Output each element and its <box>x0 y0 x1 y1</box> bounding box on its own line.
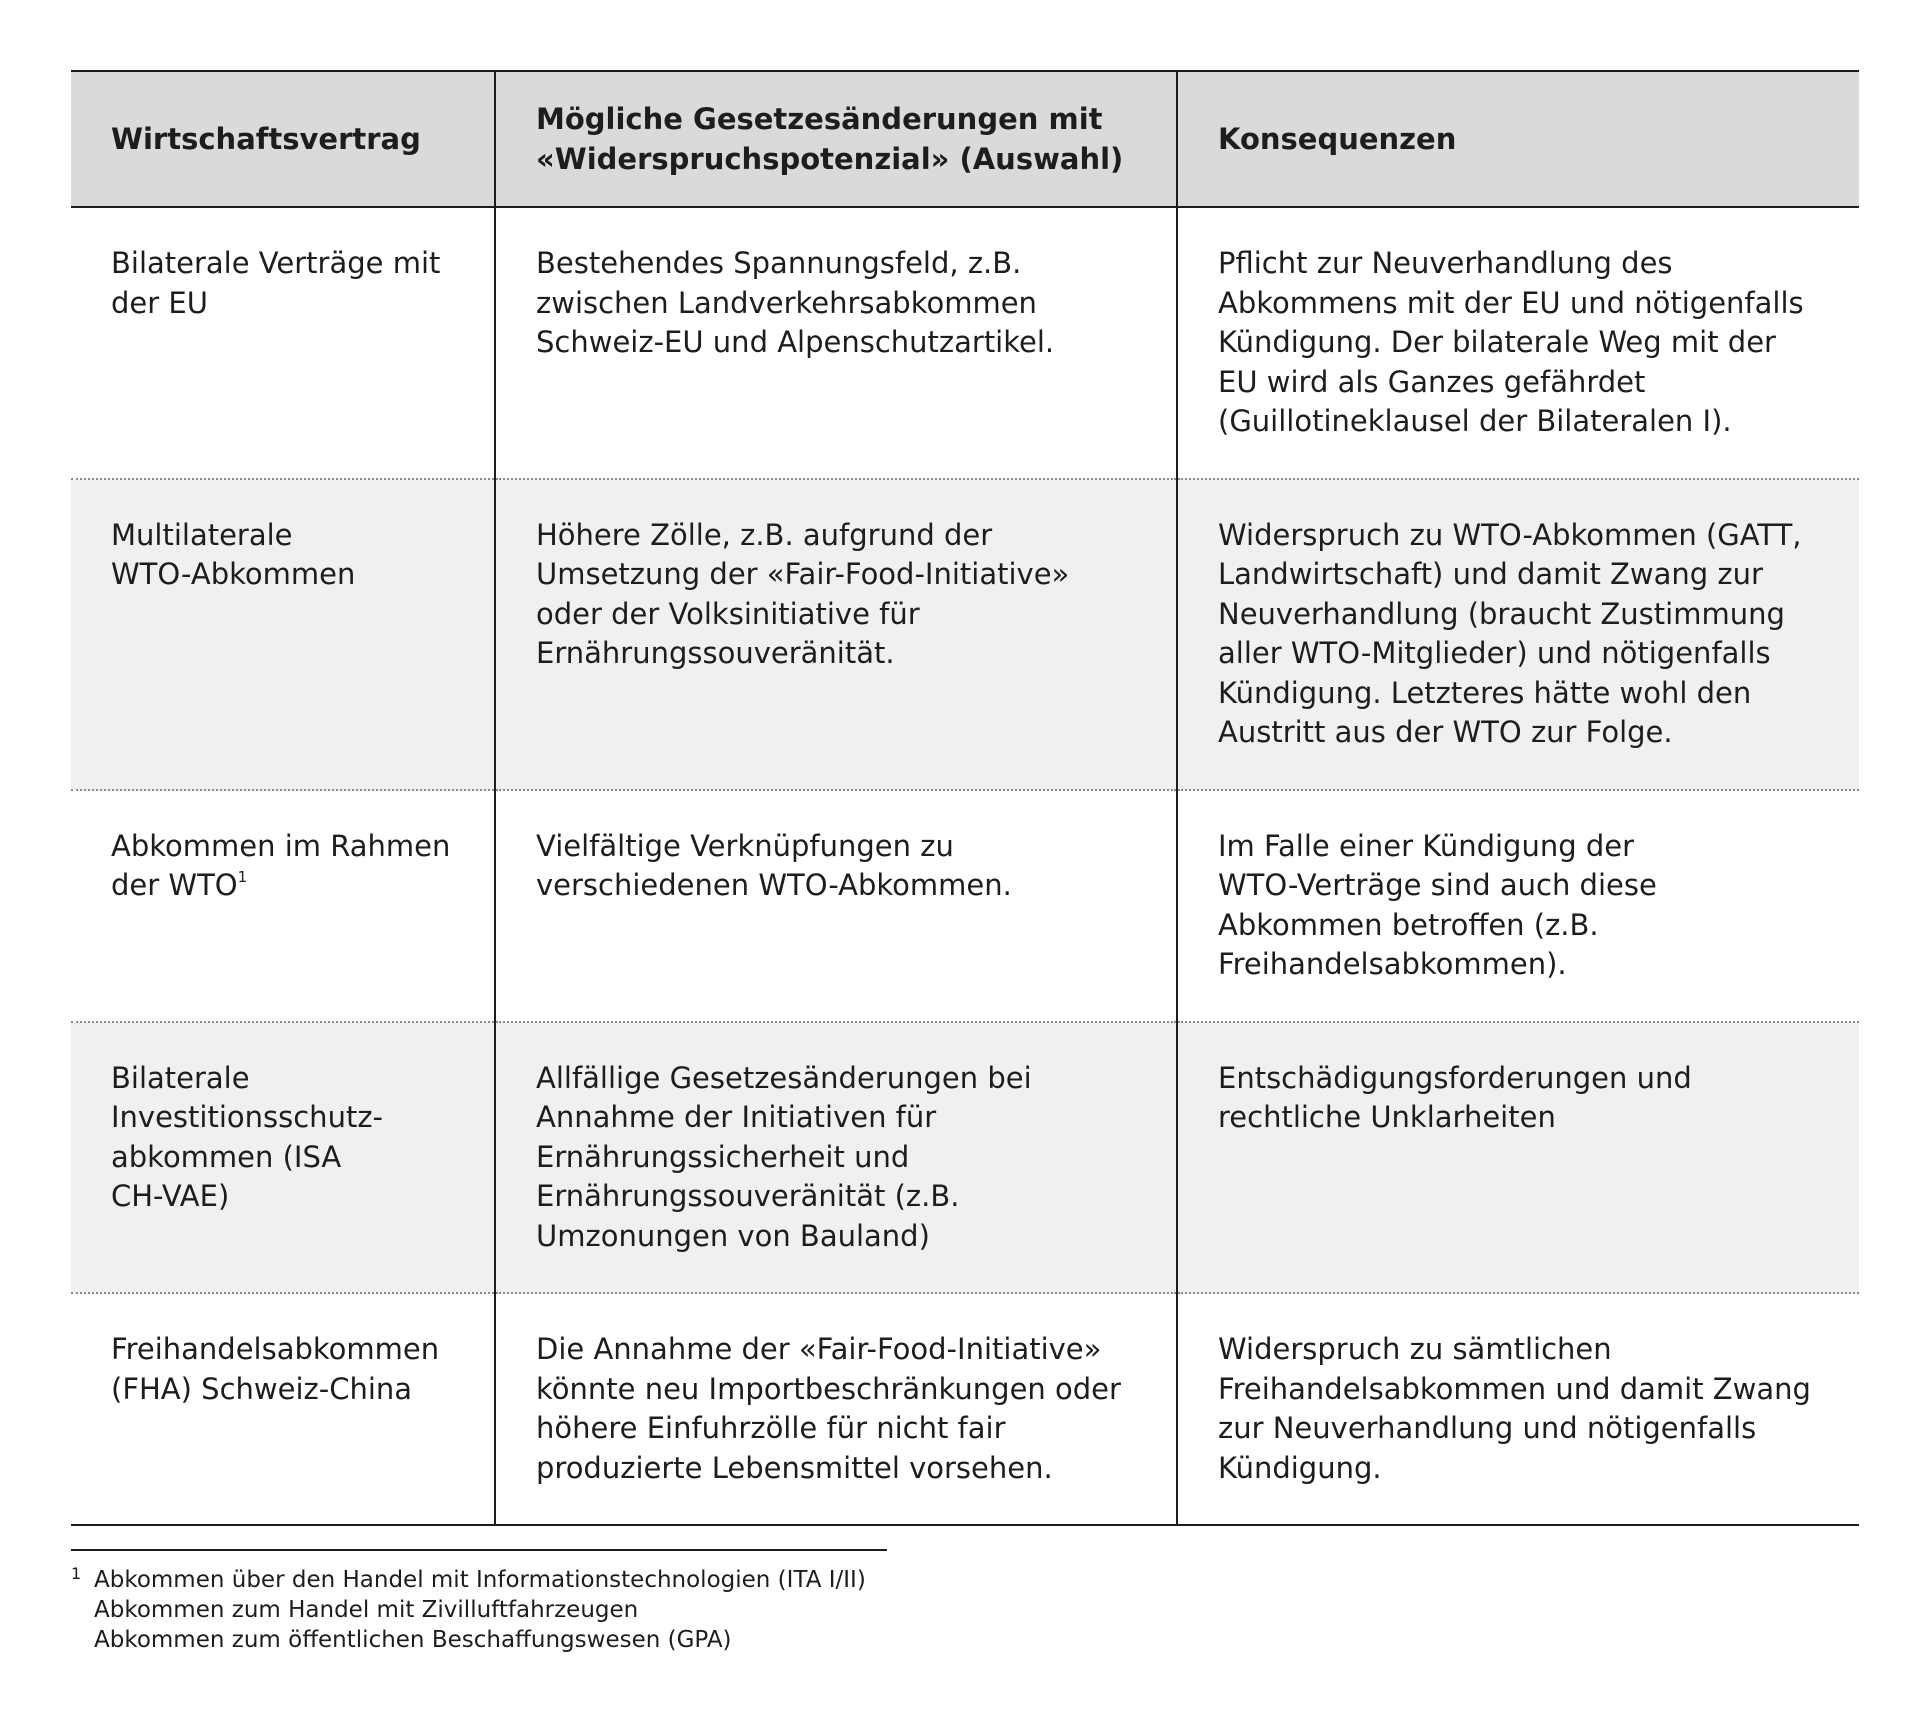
footnote-line: Abkommen zum öffentlichen Beschaffungswesen (GPA) <box>94 1627 732 1653</box>
cell-line: Kündigung. Der bilaterale Weg mit der <box>1218 325 1776 359</box>
cell-line: Ernährungssouveränität (z.B. <box>536 1179 960 1213</box>
footnote-reference: 1 <box>237 868 248 887</box>
cell-line: produzierte Lebensmittel vorsehen. <box>536 1450 1053 1485</box>
cell-changes <box>495 1293 1177 1525</box>
cell-consequences <box>1177 207 1859 479</box>
cell-line: CH-VAE) <box>111 1179 230 1213</box>
cell-line: verschiedenen WTO-Abkommen. <box>536 868 1012 902</box>
cell-contract <box>71 1293 495 1525</box>
cell-line: der EU <box>111 285 208 320</box>
footnote-line: Abkommen über den Handel mit Informationstechnologien (ITA I/II) <box>94 1567 866 1593</box>
cell-line: Freihandelsabkommen <box>111 1332 440 1366</box>
table-row <box>71 207 1859 479</box>
cell-line: Neuverhandlung (braucht Zustimmung <box>1218 596 1785 631</box>
header-consequences <box>1177 71 1859 207</box>
cell-line: Umzonungen von Bauland) <box>536 1218 930 1253</box>
cell-line: Höhere Zölle, z.B. aufgrund der <box>536 517 993 552</box>
table-row <box>71 1293 1859 1525</box>
table-row <box>71 790 1859 1022</box>
cell-consequences <box>1177 1293 1859 1525</box>
cell-line: Die Annahme der «Fair-Food-Initiative» <box>536 1332 1102 1366</box>
header-contract-line: Wirtschaftsvertrag <box>111 122 421 156</box>
footnote-line: Abkommen zum Handel mit Zivilluftfahrzeugen <box>94 1597 639 1623</box>
cell-line: Austritt aus der WTO zur Folge. <box>1218 715 1673 749</box>
cell-line: höhere Einfuhrzölle für nicht fair <box>536 1411 1006 1445</box>
cell-line: Umsetzung der «Fair-Food-Initiative» <box>536 557 1070 591</box>
cell-line: Pflicht zur Neuverhandlung des <box>1218 246 1673 280</box>
cell-line: Im Falle einer Kündigung der <box>1218 828 1635 863</box>
cell-line: Investitionsschutz- <box>111 1100 384 1134</box>
cell-line: aller WTO-Mitglieder) und nötigenfalls <box>1218 636 1771 670</box>
header-changes <box>495 71 1177 207</box>
cell-line: Annahme der Initiativen für <box>536 1100 937 1134</box>
trade-agreements-table <box>71 70 1859 1526</box>
cell-contract <box>71 1022 495 1294</box>
header-changes-line: «Widerspruchspotenzial» (Auswahl) <box>536 142 1124 176</box>
cell-line: WTO-Abkommen <box>111 557 356 591</box>
cell-line: (FHA) Schweiz-China <box>111 1371 413 1406</box>
cell-line: Bilaterale Verträge mit <box>111 246 441 280</box>
cell-line: Ernährungssicherheit und <box>536 1139 910 1174</box>
cell-line: Bestehendes Spannungsfeld, z.B. <box>536 246 1022 280</box>
header-row <box>71 71 1859 207</box>
table-row <box>71 1022 1859 1294</box>
header-consequences-line: Konsequenzen <box>1218 122 1457 156</box>
cell-consequences <box>1177 1022 1859 1294</box>
cell-consequences <box>1177 790 1859 1022</box>
cell-line: Widerspruch zu sämtlichen <box>1218 1332 1612 1366</box>
cell-line: Freihandelsabkommen und damit Zwang <box>1218 1371 1811 1406</box>
cell-line: Ernährungssouveränität. <box>536 636 895 670</box>
cell-line: Abkommens mit der EU und nötigenfalls <box>1218 285 1804 320</box>
table-header <box>71 71 1859 207</box>
cell-line: zur Neuverhandlung und nötigenfalls <box>1218 1411 1757 1445</box>
cell-line: Landwirtschaft) und damit Zwang zur <box>1218 557 1763 591</box>
cell-line: Abkommen betroffen (z.B. <box>1218 907 1599 942</box>
cell-line <box>111 866 464 906</box>
cell-line: Kündigung. <box>1218 1450 1382 1485</box>
cell-line: Bilaterale <box>111 1060 250 1095</box>
cell-line: Kündigung. Letzteres hätte wohl den <box>1218 675 1752 710</box>
cell-changes <box>495 479 1177 790</box>
cell-changes <box>495 790 1177 1022</box>
table-row <box>71 479 1859 790</box>
table-body <box>71 207 1859 1525</box>
header-changes-line: Mögliche Gesetzesänderungen mit <box>536 102 1103 136</box>
cell-changes <box>495 1022 1177 1294</box>
cell-line: (Guillotineklausel der Bilateralen I). <box>1218 404 1732 438</box>
footnotes <box>71 1549 887 1655</box>
table-container <box>71 70 1859 1526</box>
cell-line: zwischen Landverkehrsabkommen <box>536 285 1037 320</box>
footnote <box>71 1565 887 1655</box>
footnote-marker: 1 <box>71 1564 82 1583</box>
cell-line: WTO-Verträge sind auch diese <box>1218 868 1657 902</box>
cell-line: oder der Volksinitiative für <box>536 596 920 631</box>
cell-line: Entschädigungsforderungen und <box>1218 1060 1692 1095</box>
cell-contract <box>71 790 495 1022</box>
cell-changes <box>495 207 1177 479</box>
cell-line: Allfällige Gesetzesänderungen bei <box>536 1060 1032 1095</box>
cell-line-text: der WTO <box>111 868 238 902</box>
cell-line: EU wird als Ganzes gefährdet <box>1218 364 1646 399</box>
cell-line: Vielfältige Verknüpfungen zu <box>536 828 954 863</box>
cell-contract <box>71 479 495 790</box>
cell-line: rechtliche Unklarheiten <box>1218 1100 1556 1134</box>
cell-consequences <box>1177 479 1859 790</box>
cell-line: Widerspruch zu WTO-Abkommen (GATT, <box>1218 517 1802 552</box>
header-contract <box>71 71 495 207</box>
cell-line: könnte neu Importbeschränkungen oder <box>536 1371 1121 1406</box>
cell-line: Abkommen im Rahmen <box>111 828 451 863</box>
cell-line: Schweiz-EU und Alpenschutzartikel. <box>536 325 1055 359</box>
cell-line: Multilaterale <box>111 517 293 552</box>
cell-contract <box>71 207 495 479</box>
cell-line: Freihandelsabkommen). <box>1218 947 1567 981</box>
cell-line: abkommen (ISA <box>111 1139 342 1174</box>
